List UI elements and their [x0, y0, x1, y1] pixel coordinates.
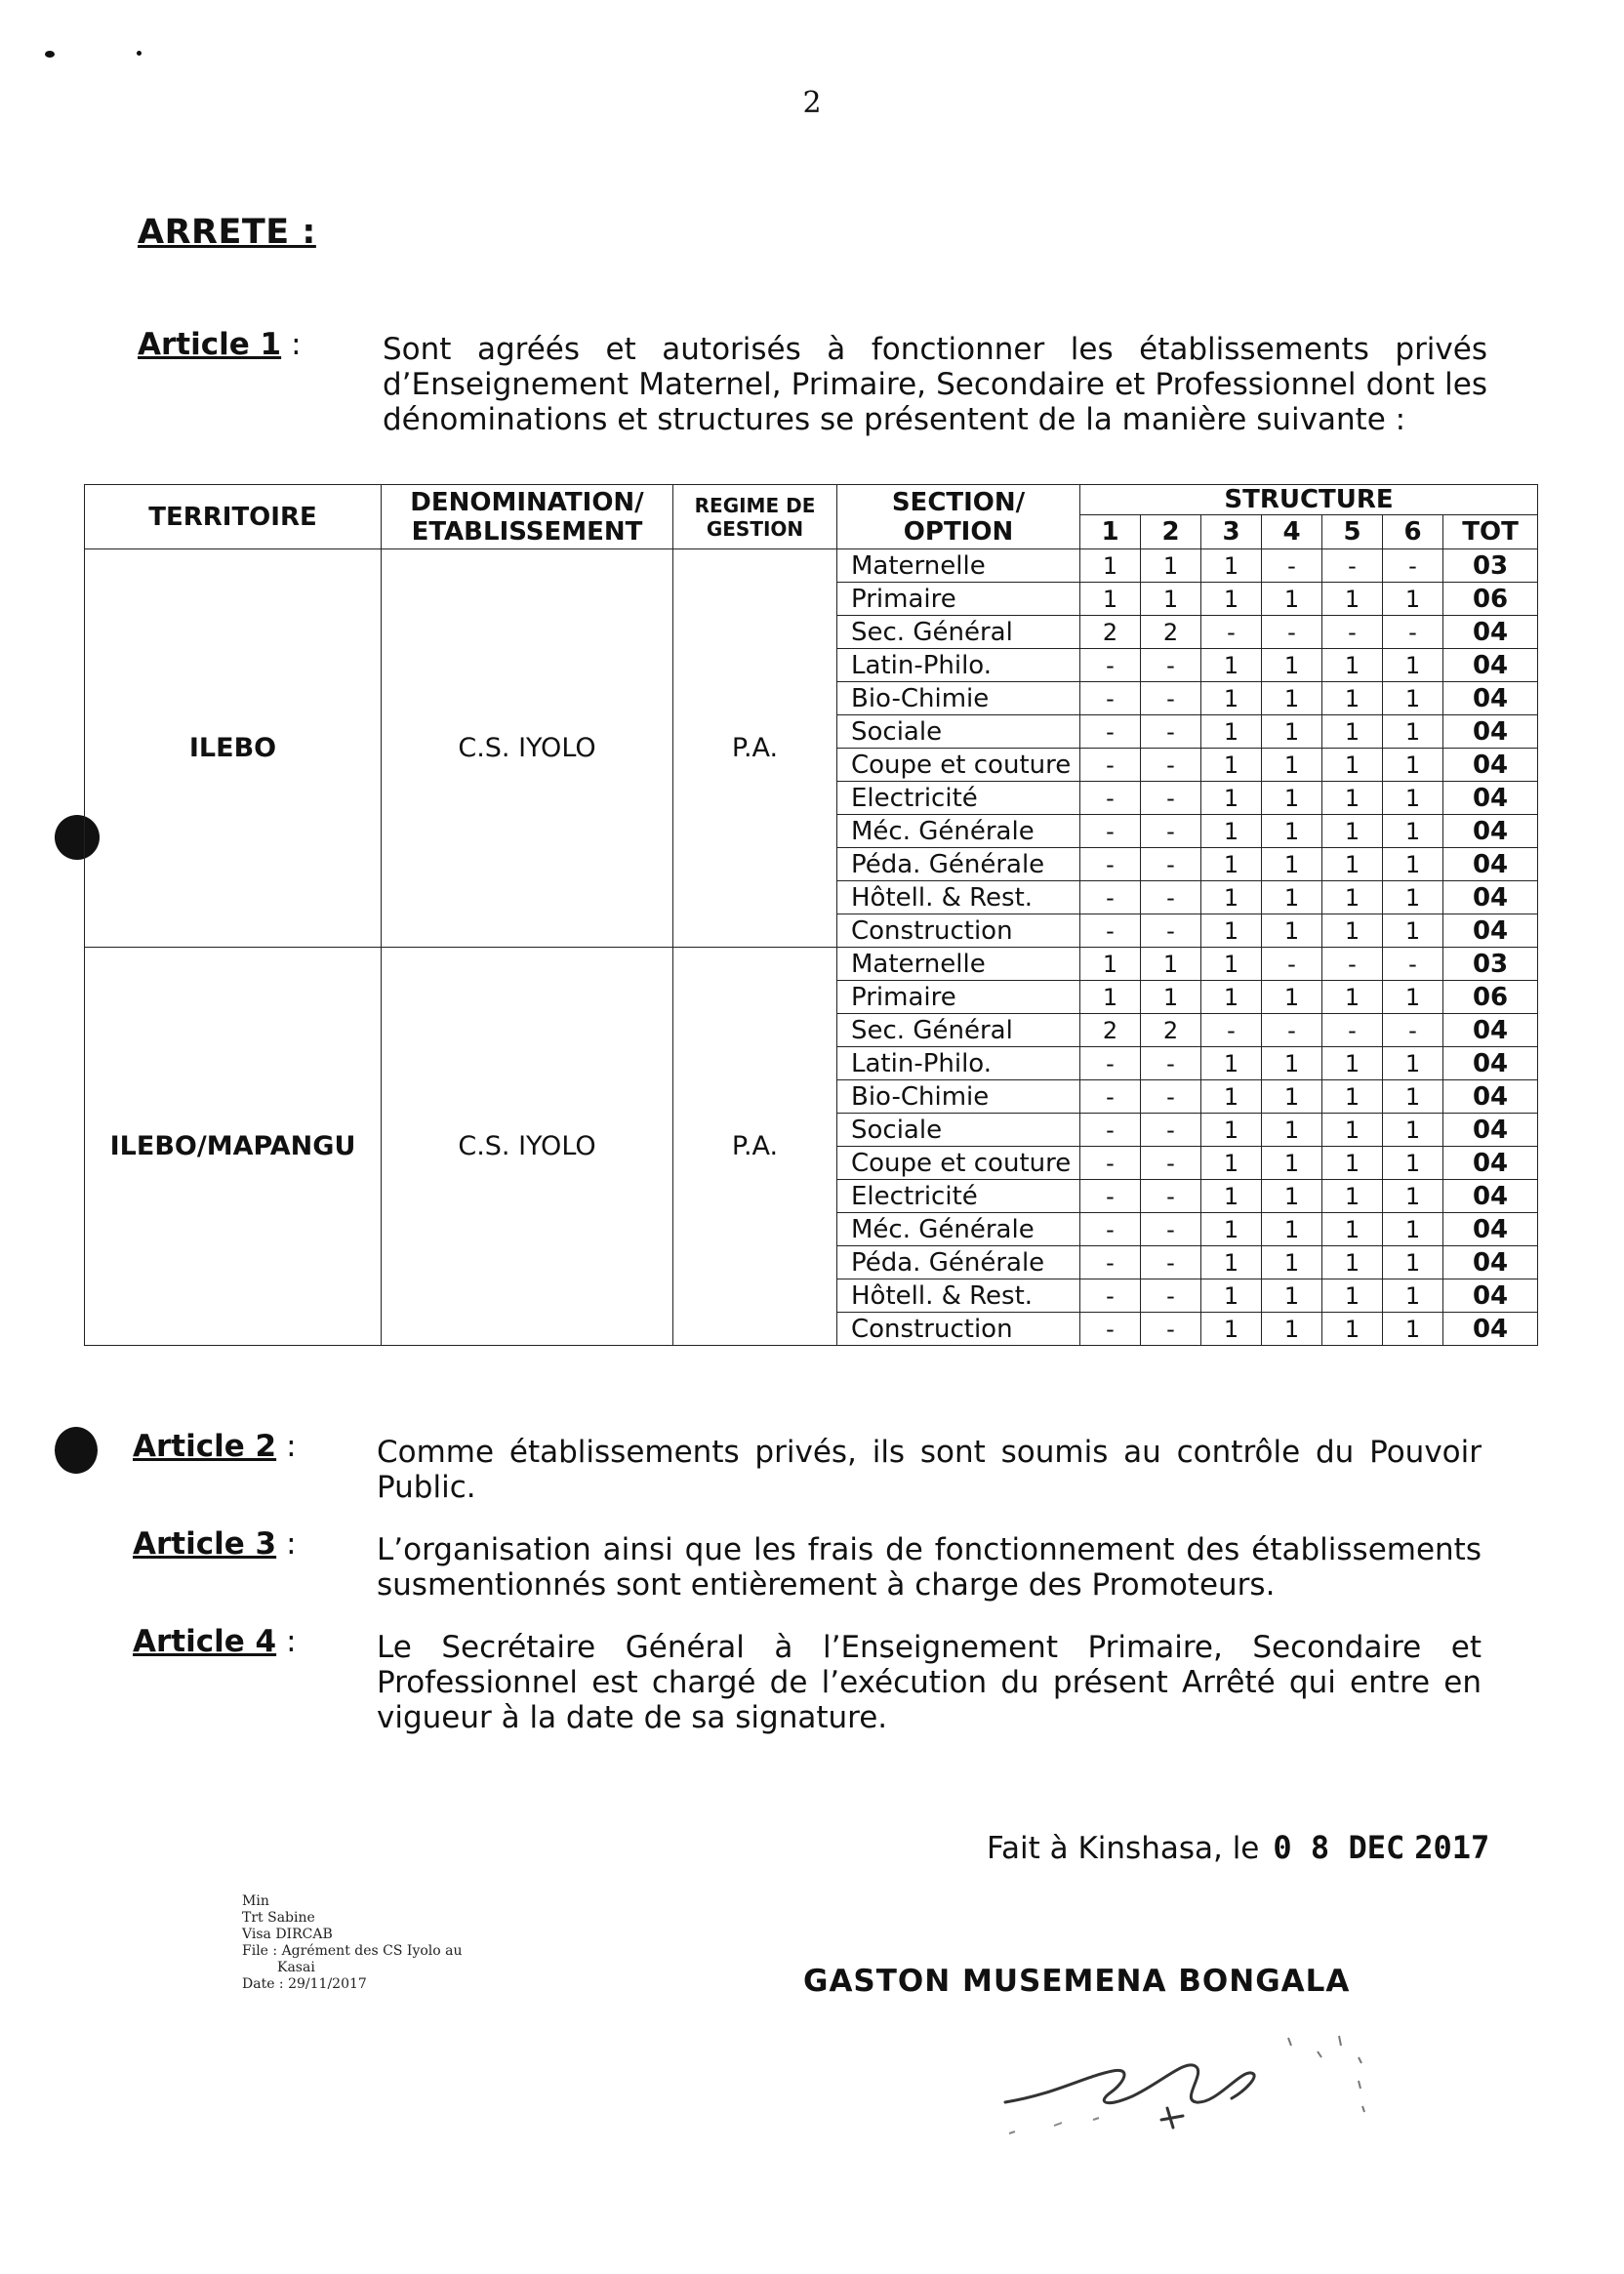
date-stamp: 0 8 DEC — [1273, 1829, 1405, 1866]
year-5-cell: 1 — [1322, 1279, 1383, 1313]
year-4-cell: 1 — [1262, 1279, 1322, 1313]
article-2-text: Comme établissements privés, ils sont soumis au contrôle du Pouvoir Public. — [377, 1435, 1482, 1505]
article-3-text: L’organisation ainsi que les frais de fonctionnement des établissements susmentionnés sont entièrement à charge des Promoteurs. — [377, 1532, 1482, 1603]
article-1-text: Sont agréés et autorisés à fonctionner les établissements privés d’Enseignement Maternel, Primaire, Secondaire et Professionnel dont les dénominations et structures se présentent de la manière suivante : — [383, 332, 1487, 437]
year-6-cell: - — [1383, 616, 1443, 649]
option-cell: Electricité — [837, 1180, 1080, 1213]
total-cell: 04 — [1443, 881, 1538, 914]
regime-cell: P.A. — [673, 948, 837, 1346]
option-cell: Electricité — [837, 782, 1080, 815]
year-3-cell: 1 — [1201, 583, 1262, 616]
year-1-cell: - — [1080, 1114, 1141, 1147]
total-cell: 06 — [1443, 981, 1538, 1014]
year-2-cell: 1 — [1141, 583, 1201, 616]
header-structure: STRUCTURE — [1080, 485, 1538, 515]
year-4-cell: 1 — [1262, 749, 1322, 782]
year-5-cell: 1 — [1322, 682, 1383, 715]
total-cell: 04 — [1443, 1246, 1538, 1279]
year-2-cell: - — [1141, 749, 1201, 782]
year-3-cell: 1 — [1201, 815, 1262, 848]
total-cell: 04 — [1443, 815, 1538, 848]
year-4-cell: 1 — [1262, 981, 1322, 1014]
option-cell: Primaire — [837, 981, 1080, 1014]
option-cell: Sociale — [837, 715, 1080, 749]
article-4-label-text: Article 4 — [133, 1624, 277, 1659]
year-2-cell: 1 — [1141, 549, 1201, 583]
option-cell: Hôtell. & Rest. — [837, 881, 1080, 914]
year-1-cell: - — [1080, 1246, 1141, 1279]
year-4-cell: 1 — [1262, 1114, 1322, 1147]
year-3-cell: 1 — [1201, 1047, 1262, 1080]
year-1-cell: 2 — [1080, 616, 1141, 649]
year-4-cell: 1 — [1262, 682, 1322, 715]
article-1-label: Article 1 : — [138, 327, 302, 362]
year-3-cell: 1 — [1201, 649, 1262, 682]
scan-mark-top-dot — [137, 51, 142, 56]
signatory-name: GASTON MUSEMENA BONGALA — [803, 1964, 1351, 1999]
year-1-cell: - — [1080, 848, 1141, 881]
year-2-cell: - — [1141, 1313, 1201, 1346]
option-cell: Construction — [837, 1313, 1080, 1346]
year-6-cell: 1 — [1383, 782, 1443, 815]
year-5-cell: - — [1322, 616, 1383, 649]
table-row — [85, 549, 1538, 583]
year-4-cell: 1 — [1262, 1147, 1322, 1180]
year-2-cell: - — [1141, 1246, 1201, 1279]
option-cell: Sec. Général — [837, 616, 1080, 649]
year-1-cell: - — [1080, 1279, 1141, 1313]
year-3-cell: 1 — [1201, 715, 1262, 749]
year-4-cell: 1 — [1262, 1080, 1322, 1114]
total-cell: 04 — [1443, 1279, 1538, 1313]
option-cell: Maternelle — [837, 948, 1080, 981]
total-cell: 06 — [1443, 583, 1538, 616]
year-2-cell: - — [1141, 1279, 1201, 1313]
table-row — [85, 948, 1538, 981]
year-6-cell: 1 — [1383, 1080, 1443, 1114]
ref-line: Trt Sabine — [242, 1910, 315, 1926]
year-5-cell: - — [1322, 549, 1383, 583]
total-cell: 04 — [1443, 1014, 1538, 1047]
year-5-cell: - — [1322, 1014, 1383, 1047]
year-1-cell: - — [1080, 815, 1141, 848]
place-and-date — [987, 1829, 1489, 1866]
ref-line: File : Agrément des CS Iyolo au — [242, 1943, 463, 1959]
header-year-6: 6 — [1383, 515, 1443, 549]
year-6-cell: 1 — [1383, 881, 1443, 914]
year-1-cell: - — [1080, 1147, 1141, 1180]
year-6-cell: 1 — [1383, 1047, 1443, 1080]
year-6-cell: 1 — [1383, 583, 1443, 616]
year-1-cell: - — [1080, 1180, 1141, 1213]
year-3-cell: - — [1201, 616, 1262, 649]
year-6-cell: 1 — [1383, 715, 1443, 749]
year-3-cell: 1 — [1201, 981, 1262, 1014]
year-3-cell: 1 — [1201, 914, 1262, 948]
year-6-cell: - — [1383, 948, 1443, 981]
article-3-label-text: Article 3 — [133, 1526, 277, 1562]
article-1-label-text: Article 1 — [138, 327, 282, 362]
total-cell: 04 — [1443, 782, 1538, 815]
total-cell: 04 — [1443, 682, 1538, 715]
year-4-cell: 1 — [1262, 649, 1322, 682]
year-3-cell: 1 — [1201, 1114, 1262, 1147]
year-2-cell: - — [1141, 1213, 1201, 1246]
option-cell: Hôtell. & Rest. — [837, 1279, 1080, 1313]
year-1-cell: - — [1080, 1080, 1141, 1114]
option-cell: Bio-Chimie — [837, 1080, 1080, 1114]
year-6-cell: 1 — [1383, 1213, 1443, 1246]
territoire-cell: ILEBO — [85, 549, 382, 948]
article-2-label: Article 2 : — [133, 1429, 297, 1464]
year-6-cell: - — [1383, 549, 1443, 583]
year-6-cell: 1 — [1383, 649, 1443, 682]
option-cell: Péda. Générale — [837, 1246, 1080, 1279]
structure-table — [84, 484, 1538, 1346]
article-3-label: Article 3 : — [133, 1526, 297, 1562]
header-regime: REGIME DE GESTION — [673, 485, 837, 549]
year-1-cell: - — [1080, 1047, 1141, 1080]
year-2-cell: - — [1141, 782, 1201, 815]
year-3-cell: 1 — [1201, 1080, 1262, 1114]
regime-cell: P.A. — [673, 549, 837, 948]
year-6-cell: 1 — [1383, 682, 1443, 715]
option-cell: Bio-Chimie — [837, 682, 1080, 715]
header-section: SECTION/ OPTION — [837, 485, 1080, 549]
year-4-cell: 1 — [1262, 583, 1322, 616]
option-cell: Sociale — [837, 1114, 1080, 1147]
year-3-cell: 1 — [1201, 1279, 1262, 1313]
handwritten-signature — [995, 2018, 1405, 2145]
year-4-cell: 1 — [1262, 1246, 1322, 1279]
year-3-cell: 1 — [1201, 1246, 1262, 1279]
year-1-cell: - — [1080, 782, 1141, 815]
year-1-cell: - — [1080, 881, 1141, 914]
denomination-cell: C.S. IYOLO — [382, 549, 673, 948]
year-6-cell: 1 — [1383, 981, 1443, 1014]
year-2-cell: - — [1141, 1147, 1201, 1180]
year-5-cell: 1 — [1322, 1114, 1383, 1147]
option-cell: Péda. Générale — [837, 848, 1080, 881]
ref-line: Kasai — [277, 1960, 315, 1975]
year-3-cell: 1 — [1201, 1180, 1262, 1213]
year-5-cell: 1 — [1322, 815, 1383, 848]
option-cell: Sec. Général — [837, 1014, 1080, 1047]
year-6-cell: 1 — [1383, 749, 1443, 782]
option-cell: Construction — [837, 914, 1080, 948]
header-year-3: 3 — [1201, 515, 1262, 549]
year-4-cell: 1 — [1262, 782, 1322, 815]
year-3-cell: 1 — [1201, 682, 1262, 715]
year-4-cell: 1 — [1262, 715, 1322, 749]
year-5-cell: 1 — [1322, 649, 1383, 682]
year-1-cell: 1 — [1080, 583, 1141, 616]
year-5-cell: 1 — [1322, 1213, 1383, 1246]
article-2-label-text: Article 2 — [133, 1429, 277, 1464]
year-4-cell: 1 — [1262, 914, 1322, 948]
year-2-cell: 1 — [1141, 948, 1201, 981]
year-4-cell: - — [1262, 616, 1322, 649]
year-5-cell: 1 — [1322, 981, 1383, 1014]
year-2-cell: - — [1141, 682, 1201, 715]
year-1-cell: - — [1080, 649, 1141, 682]
year-3-cell: 1 — [1201, 881, 1262, 914]
year-4-cell: 1 — [1262, 848, 1322, 881]
year-5-cell: 1 — [1322, 583, 1383, 616]
header-year-5: 5 — [1322, 515, 1383, 549]
header-denomination: DENOMINATION/ ETABLISSEMENT — [382, 485, 673, 549]
year-5-cell: 1 — [1322, 1180, 1383, 1213]
year-3-cell: 1 — [1201, 1313, 1262, 1346]
option-cell: Maternelle — [837, 549, 1080, 583]
option-cell: Latin-Philo. — [837, 1047, 1080, 1080]
page-heading: ARRETE : — [138, 213, 316, 252]
territoire-cell: ILEBO/MAPANGU — [85, 948, 382, 1346]
total-cell: 04 — [1443, 616, 1538, 649]
year-2-cell: - — [1141, 1080, 1201, 1114]
year-3-cell: - — [1201, 1014, 1262, 1047]
total-cell: 04 — [1443, 649, 1538, 682]
year-6-cell: 1 — [1383, 1246, 1443, 1279]
year-6-cell: 1 — [1383, 1180, 1443, 1213]
header-territoire: TERRITOIRE — [85, 485, 382, 549]
ref-line: Visa DIRCAB — [242, 1927, 333, 1942]
year-1-cell: 2 — [1080, 1014, 1141, 1047]
year-4-cell: - — [1262, 948, 1322, 981]
article-4-label: Article 4 : — [133, 1624, 297, 1659]
year-3-cell: 1 — [1201, 782, 1262, 815]
year-6-cell: 1 — [1383, 1313, 1443, 1346]
year-1-cell: - — [1080, 715, 1141, 749]
header-total: TOT — [1443, 515, 1538, 549]
option-cell: Coupe et couture — [837, 749, 1080, 782]
year-5-cell: 1 — [1322, 881, 1383, 914]
punch-hole-mark-2 — [55, 1427, 98, 1474]
year-3-cell: 1 — [1201, 1147, 1262, 1180]
year-6-cell: 1 — [1383, 848, 1443, 881]
total-cell: 04 — [1443, 715, 1538, 749]
year-5-cell: 1 — [1322, 715, 1383, 749]
year-3-cell: 1 — [1201, 1213, 1262, 1246]
option-cell: Méc. Générale — [837, 1213, 1080, 1246]
scan-mark-top-left — [45, 51, 55, 58]
option-cell: Coupe et couture — [837, 1147, 1080, 1180]
year-6-cell: 1 — [1383, 1279, 1443, 1313]
option-cell: Méc. Générale — [837, 815, 1080, 848]
year-4-cell: 1 — [1262, 1180, 1322, 1213]
year-6-cell: 1 — [1383, 914, 1443, 948]
year-4-cell: 1 — [1262, 815, 1322, 848]
year-5-cell: 1 — [1322, 1047, 1383, 1080]
year-6-cell: 1 — [1383, 1147, 1443, 1180]
denomination-cell: C.S. IYOLO — [382, 948, 673, 1346]
year-4-cell: - — [1262, 1014, 1322, 1047]
year-5-cell: - — [1322, 948, 1383, 981]
total-cell: 04 — [1443, 848, 1538, 881]
year-4-cell: 1 — [1262, 881, 1322, 914]
ref-line: Date : 29/11/2017 — [242, 1976, 367, 1992]
year-6-cell: - — [1383, 1014, 1443, 1047]
year-5-cell: 1 — [1322, 1313, 1383, 1346]
year-3-cell: 1 — [1201, 848, 1262, 881]
total-cell: 04 — [1443, 1213, 1538, 1246]
year-1-cell: 1 — [1080, 981, 1141, 1014]
year-6-cell: 1 — [1383, 1114, 1443, 1147]
year-4-cell: 1 — [1262, 1047, 1322, 1080]
total-cell: 04 — [1443, 1147, 1538, 1180]
year-2-cell: - — [1141, 914, 1201, 948]
option-cell: Primaire — [837, 583, 1080, 616]
year-4-cell: 1 — [1262, 1213, 1322, 1246]
total-cell: 03 — [1443, 948, 1538, 981]
year-2-cell: 2 — [1141, 616, 1201, 649]
year-1-cell: - — [1080, 1213, 1141, 1246]
ref-line: Min — [242, 1893, 269, 1909]
year-2-cell: 2 — [1141, 1014, 1201, 1047]
total-cell: 04 — [1443, 1047, 1538, 1080]
date-year: 2017 — [1414, 1829, 1490, 1866]
header-year-4: 4 — [1262, 515, 1322, 549]
year-3-cell: 1 — [1201, 749, 1262, 782]
place-text: Fait à Kinshasa, le — [987, 1831, 1260, 1866]
total-cell: 03 — [1443, 549, 1538, 583]
year-4-cell: 1 — [1262, 1313, 1322, 1346]
year-5-cell: 1 — [1322, 782, 1383, 815]
page-number: 2 — [802, 86, 822, 120]
total-cell: 04 — [1443, 749, 1538, 782]
year-2-cell: - — [1141, 1180, 1201, 1213]
year-1-cell: - — [1080, 914, 1141, 948]
option-cell: Latin-Philo. — [837, 649, 1080, 682]
year-2-cell: - — [1141, 815, 1201, 848]
year-1-cell: 1 — [1080, 948, 1141, 981]
year-2-cell: - — [1141, 881, 1201, 914]
year-2-cell: - — [1141, 715, 1201, 749]
total-cell: 04 — [1443, 1313, 1538, 1346]
year-1-cell: - — [1080, 749, 1141, 782]
year-1-cell: - — [1080, 1313, 1141, 1346]
year-1-cell: 1 — [1080, 549, 1141, 583]
year-3-cell: 1 — [1201, 948, 1262, 981]
header-year-1: 1 — [1080, 515, 1141, 549]
year-2-cell: - — [1141, 649, 1201, 682]
year-5-cell: 1 — [1322, 848, 1383, 881]
year-5-cell: 1 — [1322, 749, 1383, 782]
total-cell: 04 — [1443, 1180, 1538, 1213]
total-cell: 04 — [1443, 1080, 1538, 1114]
reference-block — [242, 1893, 463, 1993]
year-2-cell: - — [1141, 1114, 1201, 1147]
year-2-cell: - — [1141, 1047, 1201, 1080]
year-4-cell: - — [1262, 549, 1322, 583]
year-5-cell: 1 — [1322, 914, 1383, 948]
year-5-cell: 1 — [1322, 1080, 1383, 1114]
year-2-cell: - — [1141, 848, 1201, 881]
year-1-cell: - — [1080, 682, 1141, 715]
year-5-cell: 1 — [1322, 1147, 1383, 1180]
header-year-2: 2 — [1141, 515, 1201, 549]
total-cell: 04 — [1443, 1114, 1538, 1147]
year-5-cell: 1 — [1322, 1246, 1383, 1279]
article-4-text: Le Secrétaire Général à l’Enseignement Primaire, Secondaire et Professionnel est chargé de l’exécution du présent Arrêté qui entre en vigueur à la date de sa signature. — [377, 1630, 1482, 1735]
year-6-cell: 1 — [1383, 815, 1443, 848]
year-2-cell: 1 — [1141, 981, 1201, 1014]
total-cell: 04 — [1443, 914, 1538, 948]
year-3-cell: 1 — [1201, 549, 1262, 583]
